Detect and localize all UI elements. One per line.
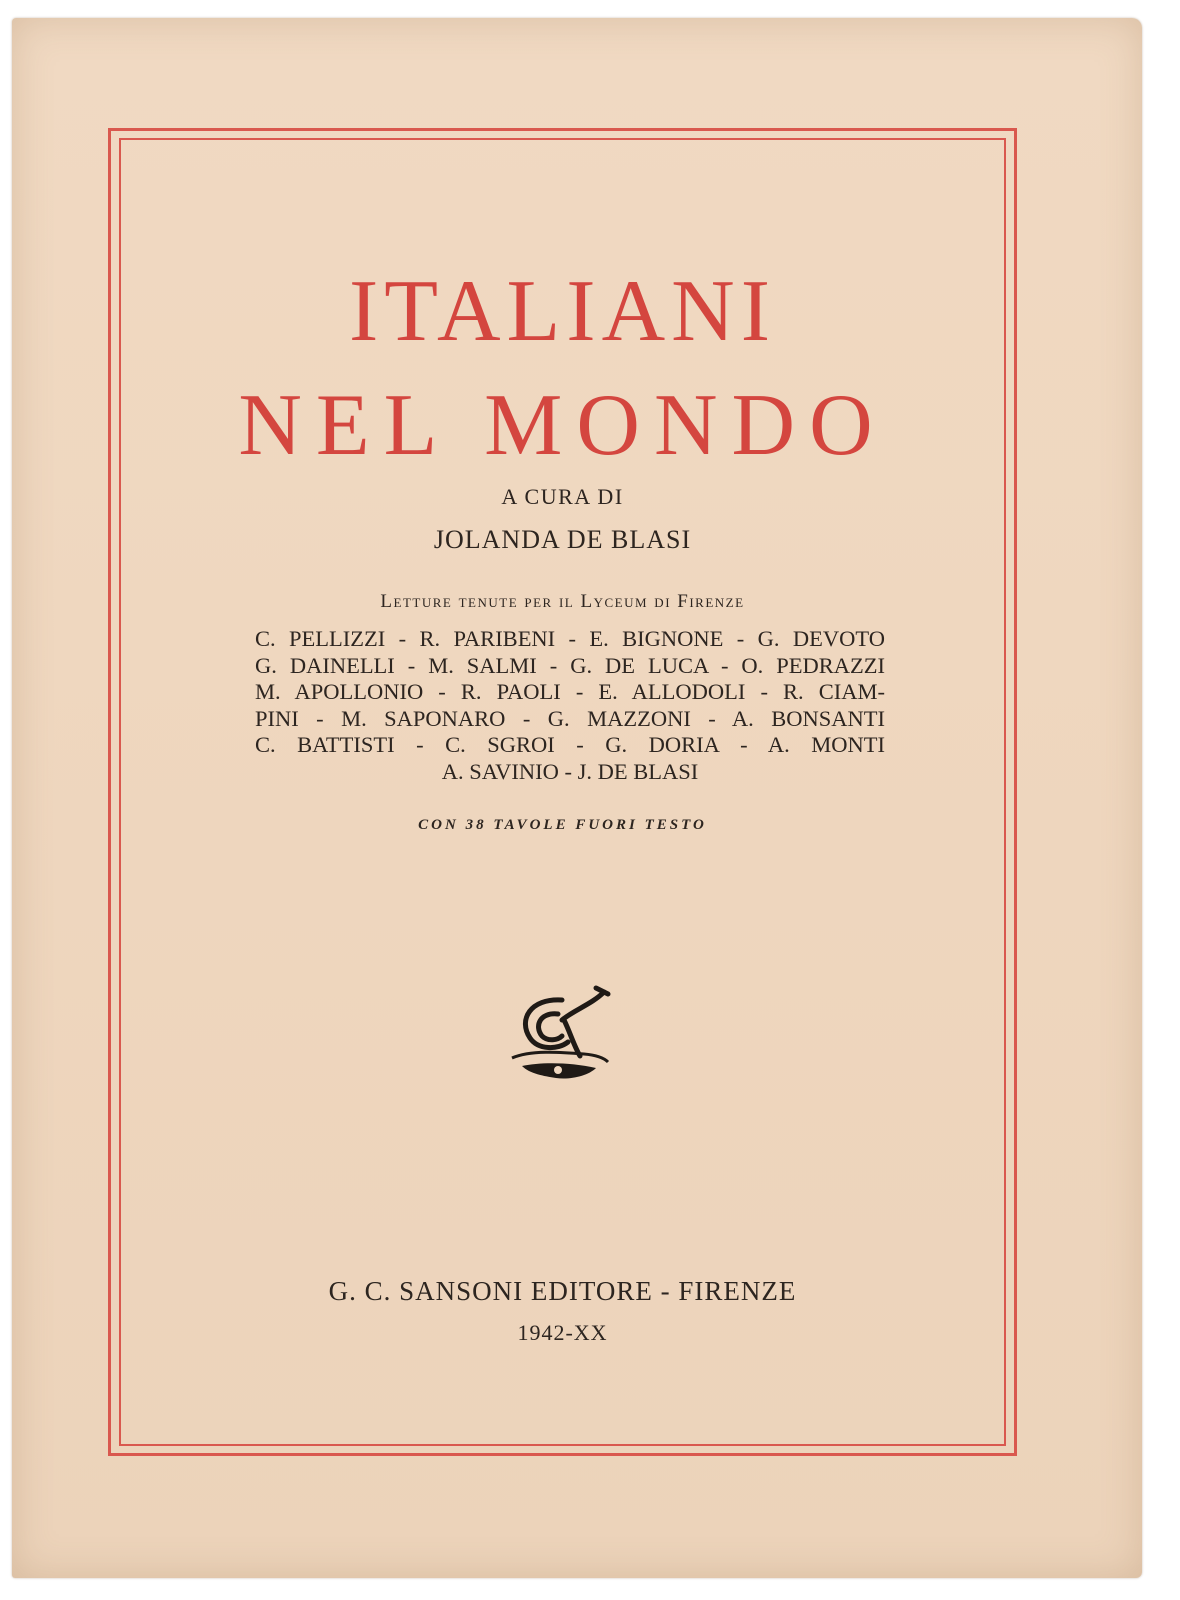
editor-name: JOLANDA DE BLASI bbox=[433, 525, 692, 554]
lectures-subtitle: Letture tenute per il Lyceum di Firenze bbox=[380, 591, 745, 612]
authors-list bbox=[255, 626, 885, 785]
plates-note: CON 38 TAVOLE FUORI TESTO bbox=[418, 817, 707, 833]
authors-line: PINI - M. SAPONARO - G. MAZZONI - A. BONSANTI bbox=[255, 705, 885, 731]
authors-line: M. APOLLONIO - R. PAOLI - E. ALLODOLI - R. CIAM- bbox=[255, 679, 885, 704]
authors-line: A. SAVINIO - J. DE BLASI bbox=[441, 758, 699, 784]
authors-line: C. BATTISTI - C. SGROI - G. DORIA - A. MONTI bbox=[255, 732, 885, 757]
publication-year: 1942-XX bbox=[517, 1320, 608, 1345]
title-line-1: ITALIANI bbox=[348, 263, 777, 360]
publisher-name: G. C. SANSONI EDITORE - FIRENZE bbox=[328, 1276, 797, 1306]
curated-by-label: A CURA DI bbox=[501, 484, 624, 509]
authors-line: G. DAINELLI - M. SALMI - G. DE LUCA - O. PEDRAZZI bbox=[255, 652, 885, 678]
publisher-monogram-logo bbox=[500, 980, 620, 1090]
title-line-2: NEL MONDO bbox=[238, 377, 887, 474]
authors-line: C. PELLIZZI - R. PARIBENI - E. BIGNONE - G. DEVOTO bbox=[255, 626, 885, 651]
